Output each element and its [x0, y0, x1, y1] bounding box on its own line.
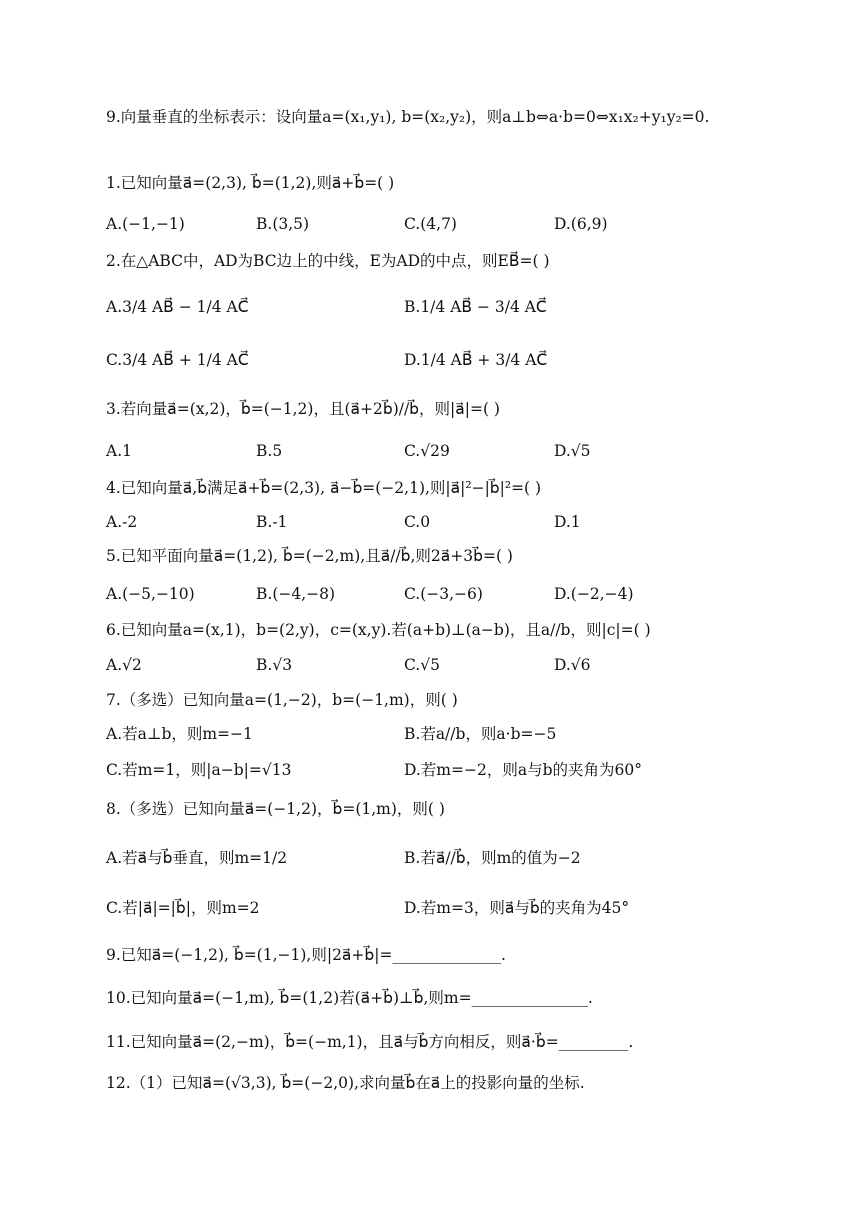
question-1-stem: 1.已知向量a⃗=(2,3), b⃗=(1,2),则a⃗+b⃗=( )	[106, 174, 395, 192]
question-3-option-a: A.1	[106, 442, 132, 460]
question-8-option-c: C.若|a⃗|=|b⃗|，则m=2	[106, 899, 260, 917]
question-8-option-b: B.若a⃗//b⃗，则m的值为−2	[404, 849, 581, 867]
question-6-option-a: A.√2	[106, 656, 142, 674]
question-9-stem: 9.已知a⃗=(−1,2), b⃗=(1,−1),则|2a⃗+b⃗|=______________.	[106, 946, 506, 964]
question-3-option-d: D.√5	[554, 442, 591, 460]
question-2-option-a: A.3/4 AB⃗ − 1/4 AC⃗	[106, 298, 249, 316]
intro-line: 9.向量垂直的坐标表示：设向量a=(x₁,y₁), b=(x₂,y₂)，则a⊥b⇔a·b=0⇔x₁x₂+y₁y₂=0.	[106, 108, 710, 126]
question-5-option-c: C.(−3,−6)	[404, 585, 483, 603]
question-5-option-b: B.(−4,−8)	[256, 585, 336, 603]
question-5-option-a: A.(−5,−10)	[106, 585, 195, 603]
question-11-stem: 11.已知向量a⃗=(2,−m)，b⃗=(−m,1)，且a⃗与b⃗方向相反，则a⃗·b⃗=_________.	[106, 1033, 634, 1051]
question-8-option-d: D.若m=3，则a⃗与b⃗的夹角为45°	[404, 899, 630, 917]
question-7-stem: 7.（多选）已知向量a=(1,−2)，b=(−1,m)，则( )	[106, 691, 458, 709]
question-5-stem: 5.已知平面向量a⃗=(1,2), b⃗=(−2,m),且a⃗//b⃗,则2a⃗+3b⃗=( )	[106, 547, 513, 565]
question-1-option-b: B.(3,5)	[256, 215, 310, 233]
question-3-option-b: B.5	[256, 442, 283, 460]
question-6-stem: 6.已知向量a=(x,1)，b=(2,y)，c=(x,y).若(a+b)⊥(a−b)，且a//b，则|c|=( )	[106, 621, 651, 639]
question-8-option-a: A.若a⃗与b⃗垂直，则m=1/2	[106, 849, 288, 867]
question-5-option-d: D.(−2,−4)	[554, 585, 634, 603]
question-1-option-d: D.(6,9)	[554, 215, 608, 233]
question-4-option-b: B.-1	[256, 513, 288, 531]
question-4-stem: 4.已知向量a⃗,b⃗满足a⃗+b⃗=(2,3), a⃗−b⃗=(−2,1),则|a⃗|²−|b⃗|²=( )	[106, 479, 542, 497]
question-4-option-a: A.-2	[106, 513, 138, 531]
question-7-option-d: D.若m=−2，则a与b的夹角为60°	[404, 761, 642, 779]
question-4-option-c: C.0	[404, 513, 431, 531]
question-7-option-b: B.若a//b，则a·b=−5	[404, 725, 557, 743]
question-7-option-c: C.若m=1，则|a−b|=√13	[106, 761, 292, 779]
question-1-option-c: C.(4,7)	[404, 215, 457, 233]
question-2-option-c: C.3/4 AB⃗ + 1/4 AC⃗	[106, 351, 249, 369]
question-6-option-b: B.√3	[256, 656, 293, 674]
question-3-stem: 3.若向量a⃗=(x,2)，b⃗=(−1,2)，且(a⃗+2b⃗)//b⃗，则|a⃗|=( )	[106, 400, 500, 418]
question-7-option-a: A.若a⊥b，则m=−1	[106, 725, 253, 743]
question-2-option-b: B.1/4 AB⃗ − 3/4 AC⃗	[404, 298, 547, 316]
question-6-option-d: D.√6	[554, 656, 591, 674]
question-8-stem: 8.（多选）已知向量a⃗=(−1,2)，b⃗=(1,m)，则( )	[106, 800, 445, 818]
question-6-option-c: C.√5	[404, 656, 440, 674]
question-1-option-a: A.(−1,−1)	[106, 215, 185, 233]
question-2-option-d: D.1/4 AB⃗ + 3/4 AC⃗	[404, 351, 548, 369]
question-10-stem: 10.已知向量a⃗=(−1,m), b⃗=(1,2)若(a⃗+b⃗)⊥b⃗,则m=_______________.	[106, 989, 593, 1007]
question-12-stem: 12.（1）已知a⃗=(√3,3), b⃗=(−2,0),求向量b⃗在a⃗上的投影向量的坐标.	[106, 1074, 585, 1092]
question-3-option-c: C.√29	[404, 442, 450, 460]
question-2-stem: 2.在△ABC中，AD为BC边上的中线，E为AD的中点，则EB⃗=( )	[106, 252, 550, 270]
question-4-option-d: D.1	[554, 513, 581, 531]
